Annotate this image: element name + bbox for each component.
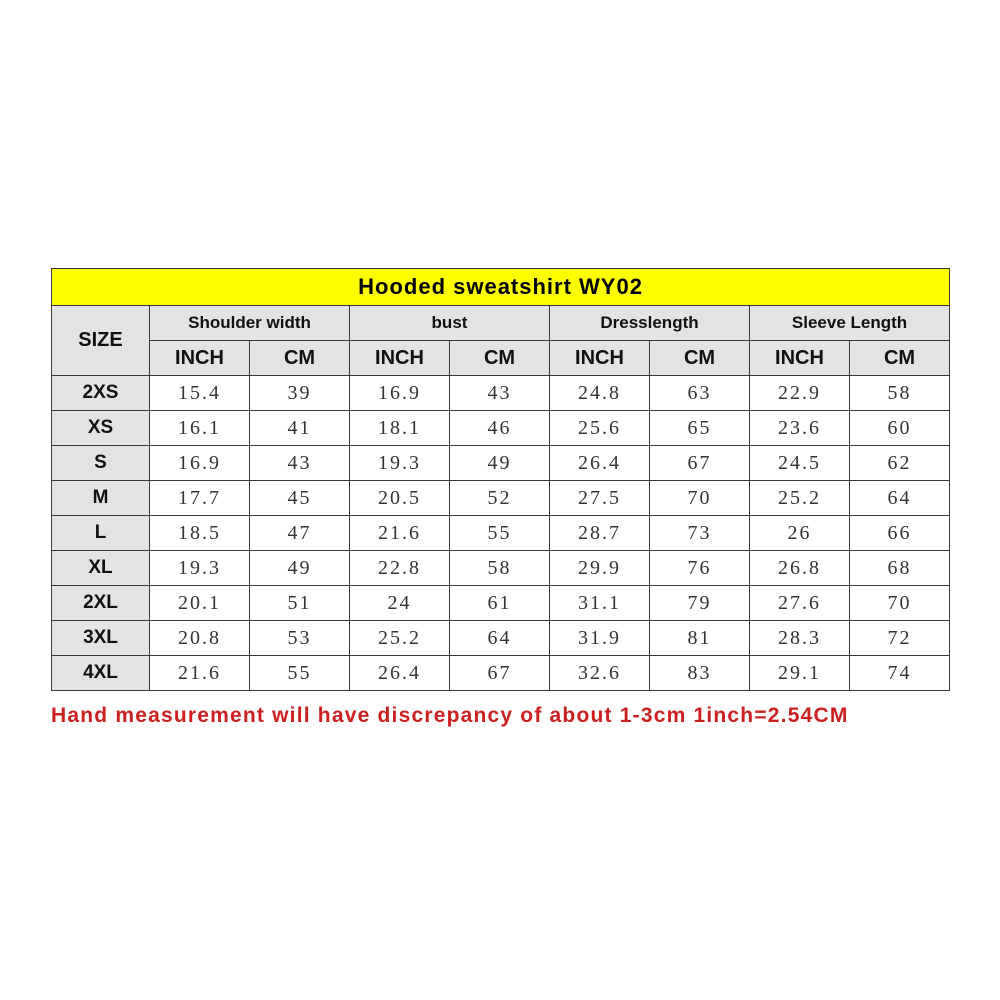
measurement-cell: 49 (450, 446, 550, 481)
measurement-cell: 67 (650, 446, 750, 481)
unit-header: CM (450, 341, 550, 376)
measurement-cell: 39 (250, 376, 350, 411)
measurement-cell: 28.7 (550, 516, 650, 551)
measurement-cell: 52 (450, 481, 550, 516)
measurement-cell: 31.1 (550, 586, 650, 621)
measurement-cell: 18.5 (150, 516, 250, 551)
unit-header: CM (850, 341, 950, 376)
measurement-cell: 60 (850, 411, 950, 446)
measurement-cell: 68 (850, 551, 950, 586)
unit-header: INCH (150, 341, 250, 376)
measurement-cell: 24.5 (750, 446, 850, 481)
measurement-cell: 26.8 (750, 551, 850, 586)
measurement-cell: 27.6 (750, 586, 850, 621)
size-label: 2XL (52, 586, 150, 621)
measurement-cell: 46 (450, 411, 550, 446)
measurement-cell: 70 (650, 481, 750, 516)
measurement-cell: 58 (850, 376, 950, 411)
measurement-cell: 41 (250, 411, 350, 446)
size-label: XS (52, 411, 150, 446)
measurement-cell: 31.9 (550, 621, 650, 656)
measurement-cell: 65 (650, 411, 750, 446)
measurement-cell: 58 (450, 551, 550, 586)
measurement-cell: 21.6 (350, 516, 450, 551)
measurement-cell: 24 (350, 586, 450, 621)
size-label: XL (52, 551, 150, 586)
measurement-cell: 25.6 (550, 411, 650, 446)
table-row (52, 586, 950, 621)
measurement-cell: 15.4 (150, 376, 250, 411)
measurement-cell: 26.4 (350, 656, 450, 691)
measurement-cell: 25.2 (750, 481, 850, 516)
measurement-cell: 55 (450, 516, 550, 551)
measurement-cell: 70 (850, 586, 950, 621)
unit-header: INCH (550, 341, 650, 376)
measurement-cell: 53 (250, 621, 350, 656)
measurement-note: Hand measurement will have discrepancy of about 1-3cm 1inch=2.54CM (51, 704, 849, 727)
size-column-header: SIZE (52, 306, 150, 376)
size-label: 4XL (52, 656, 150, 691)
table-row (52, 621, 950, 656)
measurement-cell: 61 (450, 586, 550, 621)
table-row (52, 411, 950, 446)
measurement-cell: 55 (250, 656, 350, 691)
measurement-cell: 66 (850, 516, 950, 551)
measurement-cell: 26 (750, 516, 850, 551)
measurement-cell: 20.8 (150, 621, 250, 656)
table-row (52, 376, 950, 411)
table-row (52, 551, 950, 586)
group-header-dress-length: Dresslength (550, 306, 750, 341)
measurement-cell: 45 (250, 481, 350, 516)
measurement-cell: 81 (650, 621, 750, 656)
measurement-cell: 21.6 (150, 656, 250, 691)
group-header-shoulder-width: Shoulder width (150, 306, 350, 341)
measurement-cell: 63 (650, 376, 750, 411)
measurement-cell: 17.7 (150, 481, 250, 516)
measurement-cell: 83 (650, 656, 750, 691)
measurement-cell: 22.9 (750, 376, 850, 411)
measurement-cell: 22.8 (350, 551, 450, 586)
measurement-cell: 19.3 (150, 551, 250, 586)
measurement-cell: 67 (450, 656, 550, 691)
measurement-cell: 74 (850, 656, 950, 691)
measurement-cell: 23.6 (750, 411, 850, 446)
size-label: M (52, 481, 150, 516)
measurement-cell: 29.1 (750, 656, 850, 691)
title-row (52, 269, 950, 306)
unit-header-row (52, 341, 950, 376)
group-header-sleeve-length: Sleeve Length (750, 306, 950, 341)
measurement-cell: 16.1 (150, 411, 250, 446)
measurement-cell: 24.8 (550, 376, 650, 411)
measurement-cell: 28.3 (750, 621, 850, 656)
measurement-cell: 49 (250, 551, 350, 586)
measurement-cell: 43 (450, 376, 550, 411)
unit-header: CM (650, 341, 750, 376)
table-row (52, 446, 950, 481)
measurement-cell: 72 (850, 621, 950, 656)
measurement-cell: 19.3 (350, 446, 450, 481)
table-row (52, 516, 950, 551)
measurement-cell: 62 (850, 446, 950, 481)
measurement-cell: 47 (250, 516, 350, 551)
table-row (52, 656, 950, 691)
size-label: 3XL (52, 621, 150, 656)
unit-header: CM (250, 341, 350, 376)
measurement-cell: 20.5 (350, 481, 450, 516)
chart-title: Hooded sweatshirt WY02 (52, 269, 950, 306)
measurement-cell: 64 (450, 621, 550, 656)
size-label: S (52, 446, 150, 481)
table-row (52, 481, 950, 516)
measurement-cell: 76 (650, 551, 750, 586)
size-label: 2XS (52, 376, 150, 411)
group-header-row (52, 306, 950, 341)
measurement-cell: 79 (650, 586, 750, 621)
unit-header: INCH (350, 341, 450, 376)
measurement-cell: 25.2 (350, 621, 450, 656)
measurement-cell: 43 (250, 446, 350, 481)
measurement-cell: 64 (850, 481, 950, 516)
measurement-cell: 20.1 (150, 586, 250, 621)
unit-header: INCH (750, 341, 850, 376)
measurement-cell: 27.5 (550, 481, 650, 516)
size-chart-table (51, 268, 950, 691)
measurement-cell: 26.4 (550, 446, 650, 481)
size-label: L (52, 516, 150, 551)
measurement-cell: 16.9 (350, 376, 450, 411)
measurement-cell: 18.1 (350, 411, 450, 446)
measurement-cell: 32.6 (550, 656, 650, 691)
measurement-cell: 73 (650, 516, 750, 551)
group-header-bust: bust (350, 306, 550, 341)
measurement-cell: 51 (250, 586, 350, 621)
measurement-cell: 29.9 (550, 551, 650, 586)
measurement-cell: 16.9 (150, 446, 250, 481)
